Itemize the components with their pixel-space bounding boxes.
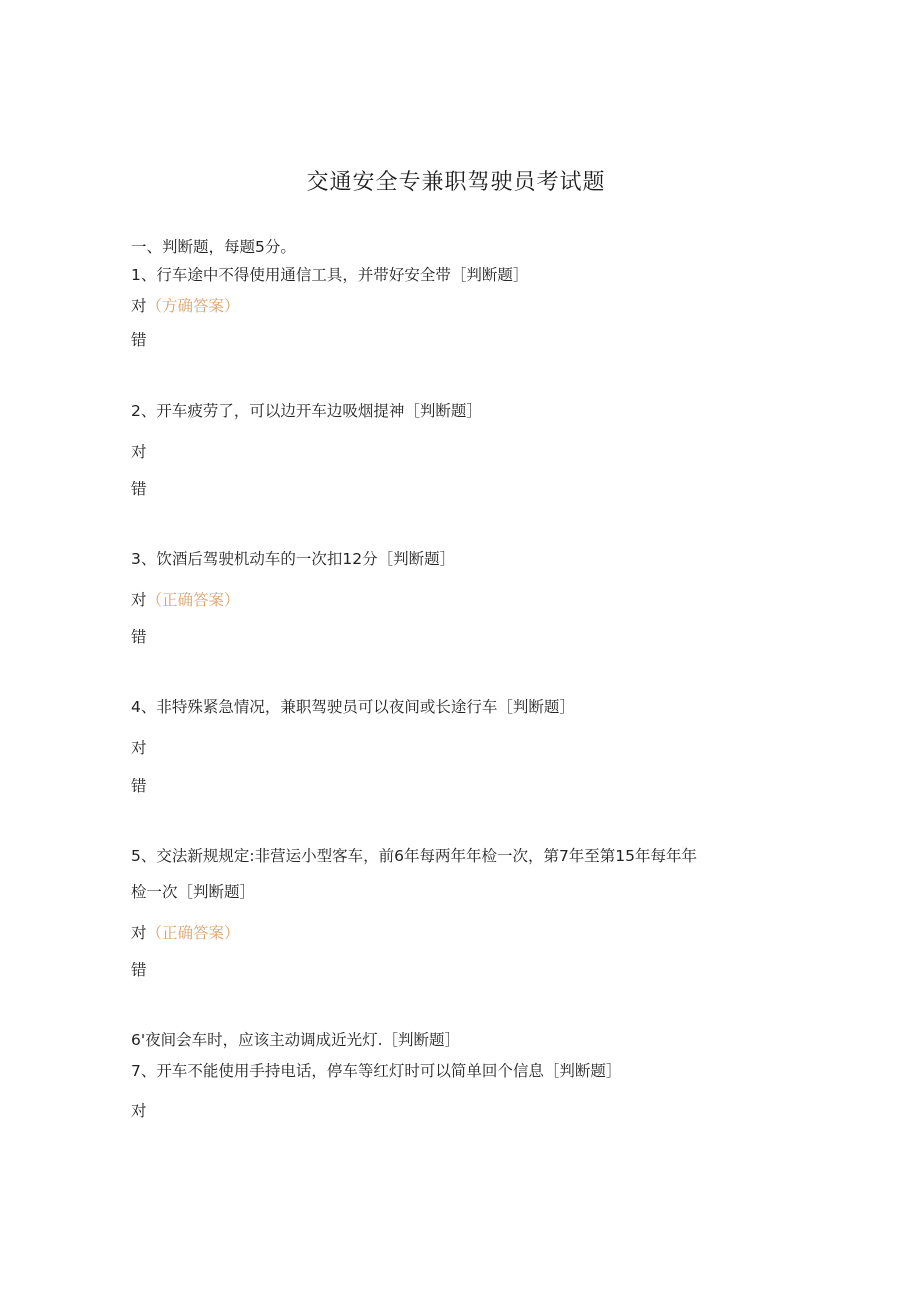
question-4-option-false[interactable] (131, 776, 147, 796)
question-1-option-false[interactable] (131, 330, 147, 350)
option-label: 对 (131, 297, 147, 315)
answer-mark: （正确答案） (146, 591, 240, 609)
question-4-option-true[interactable] (131, 738, 147, 758)
question-6-text: 6'夜间会车时，应该主动调成近光灯.［判断题］ (131, 1031, 461, 1049)
option-label: 错 (131, 777, 147, 795)
question-5-text-line-1: 5、交法新规规定:非营运小型客车，前6年每两年年检一次，第7年至第15年每年年 (131, 847, 698, 865)
option-label: 错 (131, 331, 147, 349)
page-title: 交通安全专兼职驾驶员考试题 (306, 170, 606, 195)
question-2-option-true[interactable] (131, 442, 147, 462)
option-label: 对 (131, 739, 147, 757)
question-5-option-false[interactable] (131, 960, 147, 980)
option-label: 错 (131, 961, 147, 979)
answer-mark: （正确答案） (146, 924, 240, 942)
question-3-text: 3、饮酒后驾驶机动车的一次扣12分［判断题］ (131, 550, 456, 568)
question-5-text-line-2: 检一次［判断题］ (131, 883, 256, 901)
question-3-option-true[interactable] (131, 590, 240, 610)
question-2-option-false[interactable] (131, 479, 147, 499)
answer-mark: （方确答案） (146, 297, 240, 315)
question-1-option-true[interactable] (131, 296, 240, 316)
option-label: 错 (131, 480, 147, 498)
option-label: 错 (131, 628, 147, 646)
option-label: 对 (131, 443, 147, 461)
question-1-text: 1、行车途中不得使用通信工具，并带好安全带［判断题］ (131, 266, 529, 284)
option-label: 对 (131, 1102, 147, 1120)
question-7-option-true[interactable] (131, 1101, 147, 1121)
question-4-text: 4、非特殊紧急情况，兼职驾驶员可以夜间或长途行车［判断题］ (131, 698, 575, 716)
question-7-text: 7、开车不能使用手持电话，停车等红灯时可以简单回个信息［判断题］ (131, 1062, 622, 1080)
option-label: 对 (131, 591, 147, 609)
question-5-option-true[interactable] (131, 923, 240, 943)
section-heading: 一、判断题，每题5分。 (131, 238, 296, 256)
question-2-text: 2、开车疲劳了，可以边开车边吸烟提神［判断题］ (131, 402, 482, 420)
question-3-option-false[interactable] (131, 627, 147, 647)
option-label: 对 (131, 924, 147, 942)
